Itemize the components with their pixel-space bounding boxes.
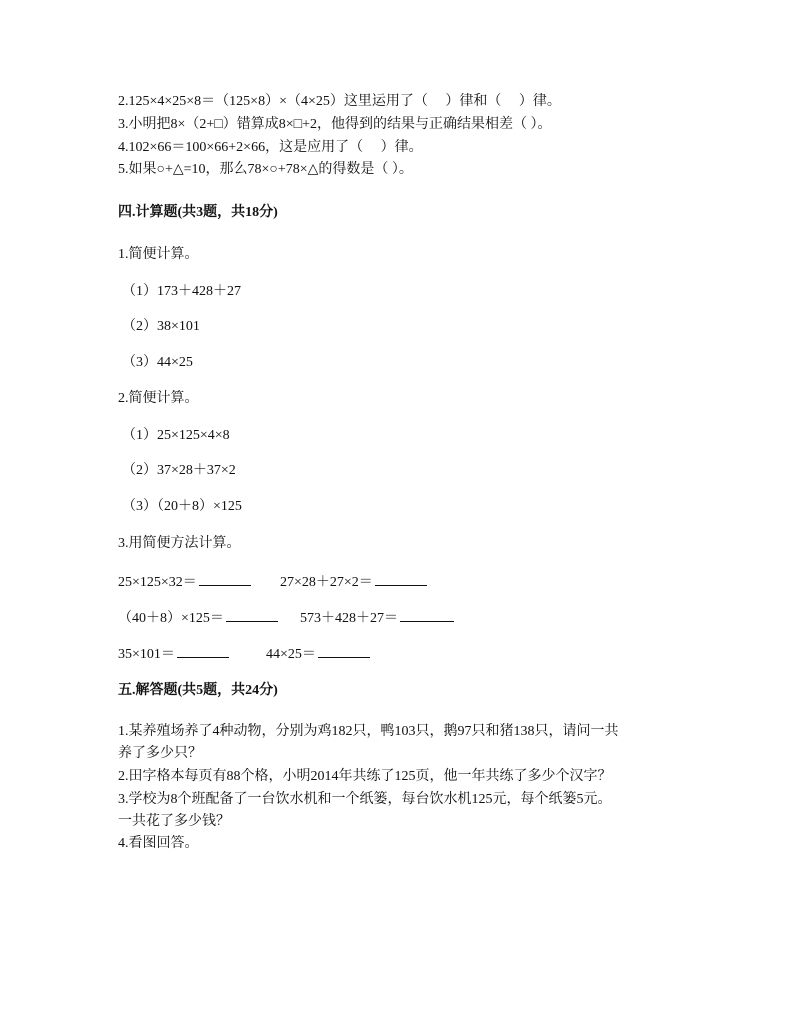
calc-q1-item-2: （2）38×101 bbox=[122, 319, 200, 334]
calc-q3-row1-left bbox=[118, 571, 251, 593]
answer-blank bbox=[400, 607, 454, 622]
fill-question-4: 4.102×66＝100×66+2×66，这是应用了（ ）律。 bbox=[118, 140, 423, 155]
expression: 27×28＋27×2＝ bbox=[280, 575, 373, 590]
calc-q3-row3-left bbox=[118, 643, 229, 665]
expression: 25×125×32＝ bbox=[118, 575, 197, 590]
calc-q2-item-1: （1）25×125×4×8 bbox=[122, 428, 230, 443]
expression: 44×25＝ bbox=[266, 647, 316, 662]
answer-blank bbox=[318, 643, 370, 658]
calc-q2-item-2: （2）37×28＋37×2 bbox=[122, 463, 236, 478]
answer-q3-line2: 一共花了多少钱？ bbox=[118, 814, 230, 829]
answer-blank bbox=[226, 607, 278, 622]
calc-q3-row3-right bbox=[266, 643, 370, 665]
expression: 35×101＝ bbox=[118, 647, 175, 662]
calc-section-heading: 四.计算题(共3题，共18分) bbox=[118, 205, 278, 220]
answer-blank bbox=[375, 571, 427, 586]
expression: 573＋428＋27＝ bbox=[300, 611, 398, 626]
calc-q2-title: 2.简便计算。 bbox=[118, 391, 199, 406]
answer-blank bbox=[199, 571, 251, 586]
calc-q1-item-3: （3）44×25 bbox=[122, 355, 193, 370]
calc-q3-title: 3.用简便方法计算。 bbox=[118, 536, 241, 551]
calc-q1-title: 1.简便计算。 bbox=[118, 247, 199, 262]
calc-q3-row2-right bbox=[300, 607, 454, 629]
expression: （40＋8）×125＝ bbox=[118, 611, 224, 626]
calc-q3-row2-left bbox=[118, 607, 278, 629]
fill-question-2: 2.125×4×25×8＝（125×8）×（4×25）这里运用了（ ）律和（ ）律。 bbox=[118, 94, 561, 109]
fill-question-5: 5.如果○+△=10，那么78×○+78×△的得数是（ ）。 bbox=[118, 162, 413, 177]
answer-q1-line2: 养了多少只？ bbox=[118, 746, 202, 761]
answer-q3-line1: 3.学校为8个班配备了一台饮水机和一个纸篓，每台饮水机125元，每个纸篓5元。 bbox=[118, 792, 612, 807]
answer-q2: 2.田字格本每页有88个格，小明2014年共练了125页，他一年共练了多少个汉字？ bbox=[118, 769, 612, 784]
answer-blank bbox=[177, 643, 229, 658]
fill-question-3: 3.小明把8×（2+□）错算成8×□+2，他得到的结果与正确结果相差（ ）。 bbox=[118, 117, 552, 132]
answer-q1-line1: 1.某养殖场养了4种动物，分别为鸡182只，鸭103只，鹅97只和猪138只，请问一共 bbox=[118, 724, 619, 739]
answer-section-heading: 五.解答题(共5题，共24分) bbox=[118, 683, 278, 698]
calc-q3-row1-right bbox=[280, 571, 427, 593]
calc-q1-item-1: （1）173＋428＋27 bbox=[122, 284, 241, 299]
calc-q2-item-3: （3）（20＋8）×125 bbox=[122, 499, 242, 514]
answer-q4: 4.看图回答。 bbox=[118, 836, 199, 851]
